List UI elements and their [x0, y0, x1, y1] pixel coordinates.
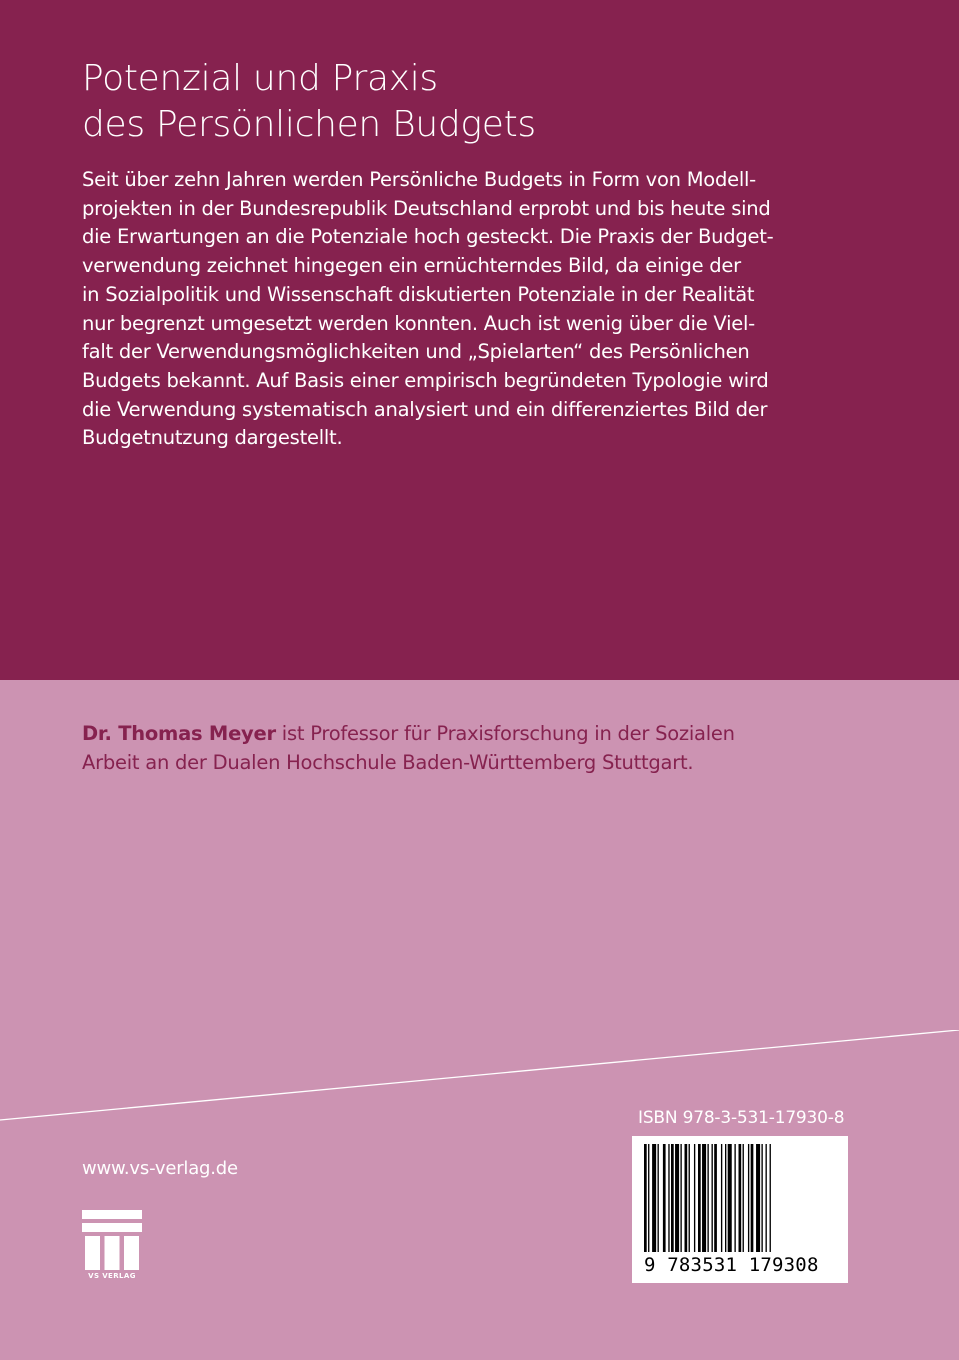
barcode-bar	[748, 1144, 749, 1252]
barcode-bar	[698, 1144, 701, 1252]
isbn-text: ISBN 978-3-531-17930-8	[638, 1108, 845, 1128]
barcode-bar	[728, 1144, 732, 1252]
barcode-bar	[734, 1144, 735, 1252]
barcode-bar	[668, 1144, 669, 1252]
barcode-bar	[739, 1144, 742, 1252]
description-line: in Sozialpolitik und Wissenschaft diskutierten Potenziale in der Realität	[82, 282, 755, 306]
barcode	[632, 1136, 848, 1283]
barcode-bar	[644, 1144, 647, 1252]
description-line: Budgetnutzung dargestellt.	[82, 426, 343, 450]
barcode-bar	[663, 1144, 666, 1252]
barcode-bar	[652, 1144, 656, 1252]
barcode-bar	[680, 1144, 681, 1252]
publisher-logo-text: VS VERLAG	[88, 1272, 136, 1280]
barcode-bar	[756, 1144, 760, 1252]
barcode-bar	[712, 1144, 713, 1252]
barcode-bar	[766, 1144, 767, 1252]
barcode-bar	[685, 1144, 688, 1252]
description-line: die Erwartungen an die Potenziale hoch gesteckt. Die Praxis der Budget-	[82, 225, 774, 249]
vs-verlag-logo-icon	[82, 1210, 142, 1272]
description-line: verwendung zeichnet hingegen ein ernüchterndes Bild, da einige der	[82, 254, 741, 278]
barcode-bar	[675, 1144, 679, 1252]
description-line: Budgets bekannt. Auf Basis einer empirisch begründeten Typologie wird	[82, 368, 769, 392]
barcode-bar	[702, 1144, 706, 1252]
barcode-bar	[671, 1144, 674, 1252]
barcode-bar	[648, 1144, 649, 1252]
description-line: Seit über zehn Jahren werden Persönliche Budgets in Form von Modell-	[82, 168, 756, 191]
description-line: die Verwendung systematisch analysiert und ein differenziertes Bild der	[82, 397, 768, 421]
book-description	[82, 166, 773, 453]
barcode-bar	[761, 1144, 762, 1252]
barcode-bar	[721, 1144, 722, 1252]
description-line: falt der Verwendungsmöglichkeiten und „Spielarten“ des Persönlichen	[82, 340, 750, 364]
barcode-bar	[658, 1144, 659, 1252]
barcode-bar	[694, 1144, 695, 1252]
barcode-bar	[743, 1144, 744, 1252]
barcode-bar	[725, 1144, 726, 1252]
author-name: Dr. Thomas Meyer	[82, 722, 276, 745]
description-line: projekten in der Bundesrepublik Deutschland erprobt und bis heute sind	[82, 196, 771, 220]
barcode-bar	[770, 1144, 771, 1252]
publisher-url[interactable]: www.vs-verlag.de	[82, 1158, 238, 1179]
author-bio-text: ist Professor für Praxisforschung in der Sozialen	[275, 722, 735, 745]
title-line: Potenzial und Praxis	[82, 58, 438, 99]
author-bio-line: Arbeit an der Dualen Hochschule Baden-Württemberg Stuttgart.	[82, 750, 694, 774]
description-line: nur begrenzt umgesetzt werden konnten. Auch ist wenig über die Viel-	[82, 311, 755, 335]
barcode-bar	[751, 1144, 754, 1252]
barcode-bar	[689, 1144, 690, 1252]
barcode-number: 9 783531 179308	[644, 1254, 819, 1276]
book-title	[82, 56, 536, 148]
title-line: des Persönlichen Budgets	[82, 104, 536, 145]
author-bio-line	[82, 720, 735, 749]
author-bio	[82, 720, 735, 777]
barcode-bar	[714, 1144, 717, 1252]
barcode-bar	[707, 1144, 708, 1252]
